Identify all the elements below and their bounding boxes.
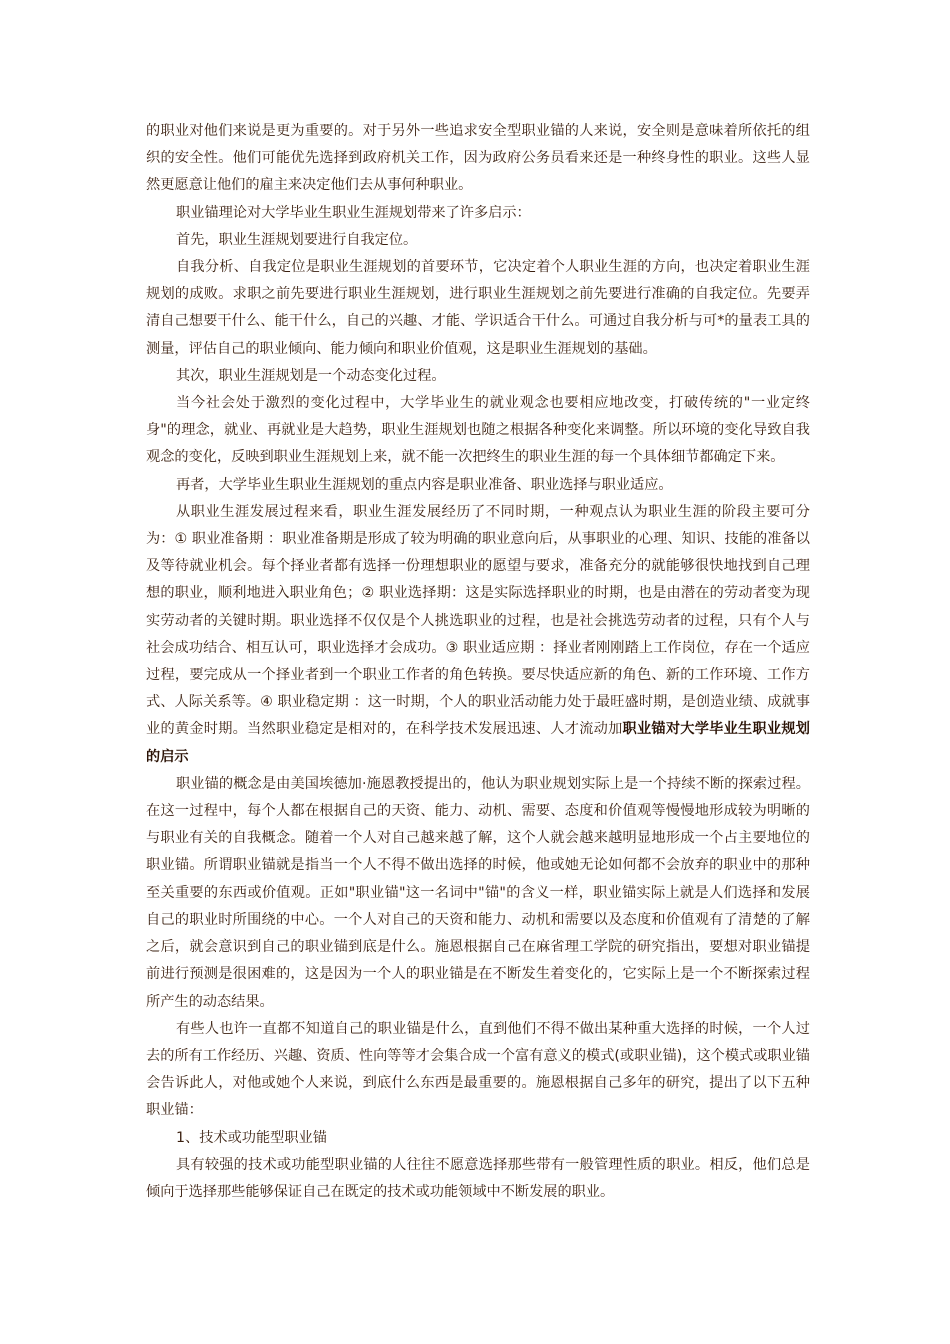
paragraph-10: 有些人也许一直都不知道自己的职业锚是什么，直到他们不得不做出某种重大选择的时候，一个人过去的所有工作经历、兴趣、资质、性向等等才会集合成一个富有意义的模式(或职业锚)，这个模式或职业锚会告诉此人，对他或她个人来说，到底什么东西是最重要的。施恩根据自己多年的研究，提出了以下五种职业锚： — [146, 1020, 810, 1119]
paragraph-4: 自我分析、自我定位是职业生涯规划的首要环节，它决定着个人职业生涯的方向，也决定着职业生涯规划的成败。求职之前先要进行职业生涯规划，进行职业生涯规划之前先要进行准确的自我定位。先要弄清自己想要干什么、能干什么，自己的兴趣、才能、学识适合干什么。可通过自我分析与可*的量表工具的测量，评估自己的职业倾向、能力倾向和职业价值观，这是职业生涯规划的基础。 — [146, 259, 810, 357]
paragraph-3: 首先，职业生涯规划要进行自我定位。 — [176, 231, 418, 248]
paragraph-12: 具有较强的技术或功能型职业锚的人往往不愿意选择那些带有一般管理性质的职业。相反，他们总是倾向于选择那些能够保证自己在既定的技术或功能领域中不断发展的职业。 — [146, 1156, 810, 1200]
document-page — [146, 118, 810, 1206]
paragraph-5: 其次，职业生涯规划是一个动态变化过程。 — [176, 367, 446, 384]
paragraph-2: 职业锚理论对大学毕业生职业生涯规划带来了许多启示： — [176, 204, 531, 221]
paragraph-7: 再者，大学毕业生职业生涯规划的重点内容是职业准备、职业选择与职业适应。 — [176, 476, 673, 493]
bold-heading: 职业锚对大学毕业生职业规划的启示 — [146, 721, 810, 765]
paragraph-8 — [146, 499, 810, 771]
paragraph-1: 的职业对他们来说是更为重要的。对于另外一些追求安全型职业锚的人来说，安全则是意味着所依托的组织的安全性。他们可能优先选择到政府机关工作，因为政府公务员看来还是一种终身性的职业。这些人显然更愿意让他们的雇主来决定他们去从事何种职业。 — [146, 123, 810, 194]
paragraph-11: 1、技术或功能型职业锚 — [176, 1129, 327, 1146]
paragraph-9: 职业锚的概念是由美国埃德加·施恩教授提出的，他认为职业规划实际上是一个持续不断的探索过程。在这一过程中，每个人都在根据自己的天资、能力、动机、需要、态度和价值观等慢慢地形成较为明晰的与职业有关的自我概念。随着一个人对自己越来越了解，这个人就会越来越明显地形成一个占主要地位的职业锚。所谓职业锚就是指当一个人不得不做出选择的时候，他或她无论如何都不会放弃的职业中的那种至关重要的东西或价值观。正如"职业锚"这一名词中"锚"的含义一样，职业锚实际上就是人们选择和发展自己的职业时所围绕的中心。一个人对自己的天资和能力、动机和需要以及态度和价值观有了清楚的了解之后，就会意识到自己的职业锚到底是什么。施恩根据自己在麻省理工学院的研究指出，要想对职业锚提前进行预测是很困难的，这是因为一个人的职业锚是在不断发生着变化的，它实际上是一个不断探索过程所产生的动态结果。 — [146, 775, 810, 1010]
paragraph-8-text: 从职业生涯发展过程来看，职业生涯发展经历了不同时期，一种观点认为职业生涯的阶段主要可分为：① 职业准备期 ：职业准备期是形成了较为明确的职业意向后，从事职业的心理、知识、技能的准备以及等待就业机会。每个择业者都有选择一份理想职业的愿望与要求，准备充分的就能够很快地找到自己理想的职业，顺利地进入职业角色；② 职业选择期：这是实际选择职业的时期，也是由潜在的劳动者变为现实劳动者的关键时期。职业选择不仅仅是个人挑选职业的过程，也是社会挑选劳动者的过程，只有个人与社会成功结合、相互认可，职业选择才会成功。③ 职业适应期 ：择业者刚刚踏上工作岗位，存在一个适应过程，要完成从一个择业者到一个职业工作者的角色转换。要尽快适应新的角色、新的工作环境、工作方式、人际关系等。④ 职业稳定期 ：这一时期，个人的职业活动能力处于最旺盛时期，是创造业绩、成就事业的黄金时期。当然职业稳定是相对的，在科学技术发展迅速、人才流动加 — [146, 503, 810, 738]
paragraph-6: 当今社会处于激烈的变化过程中，大学毕业生的就业观念也要相应地改变，打破传统的"一业定终身"的理念，就业、再就业是大趋势，职业生涯规划也随之根据各种变化来调整。所以环境的变化导致自我观念的变化，反映到职业生涯规划上来，就不能一次把终生的职业生涯的每一个具体细节都确定下来。 — [146, 395, 810, 466]
